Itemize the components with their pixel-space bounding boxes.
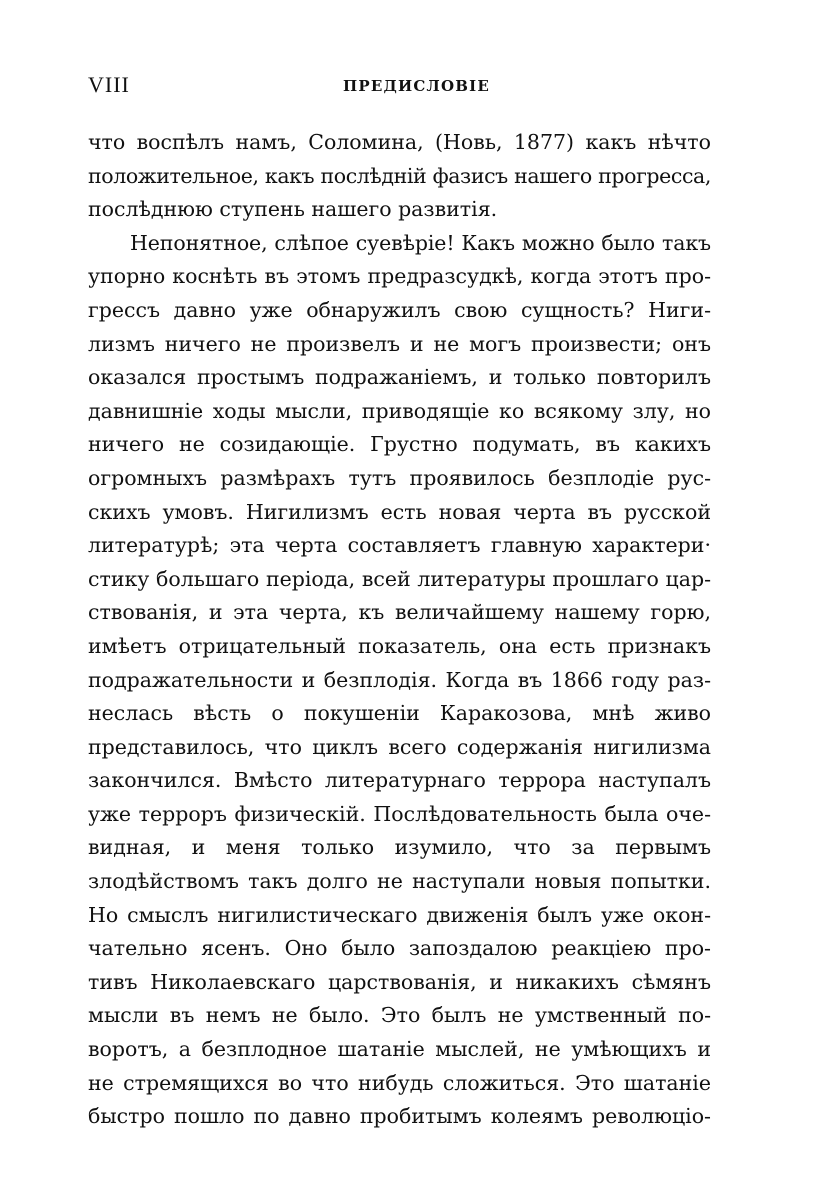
text-line: ничего не созидающіе. Грустно подумать, въ какихъ xyxy=(88,432,711,457)
text-line: грессъ давно уже обнаружилъ свою сущность? Ниги- xyxy=(88,297,711,322)
text-line: не стремящихся во что нибудь сложиться. Это шатаніе xyxy=(88,1070,711,1095)
text-line: послѣднюю ступень нашего развитія. xyxy=(88,197,498,222)
text-line: ствованія, и эта черта, къ величайшему нашему горю, xyxy=(88,600,711,625)
text-line: закончился. Вмѣсто литературнаго террора наступалъ xyxy=(88,768,711,793)
text-line: уже терроръ физическій. Послѣдовательность была оче- xyxy=(88,801,711,826)
text-line: чательно ясенъ. Оно было запоздалою реакціею про- xyxy=(88,936,711,961)
text-line: тивъ Николаевскаго царствованія, и никакихъ сѣмянъ xyxy=(88,969,711,994)
running-head: ПРЕДИСЛОВІЕ xyxy=(343,77,490,95)
text-line: Непонятное, слѣпое суевѣріе! Какъ можно было такъ xyxy=(130,230,711,255)
text-line: положительное, какъ послѣдній фазисъ нашего прогресса, xyxy=(88,163,711,188)
text-line: что воспѣлъ намъ, Соломина, (Новь, 1877) какъ нѣчто xyxy=(88,130,711,154)
text-line: подражательности и безплодія. Когда въ 1866 году раз- xyxy=(88,667,711,692)
text-line: литературѣ; эта черта составляетъ главную характери· xyxy=(88,533,711,558)
text-line: неслась вѣсть о покушеніи Каракозова, мнѣ живо xyxy=(88,701,711,726)
page-header xyxy=(88,72,718,102)
text-line: видная, и меня только изумило, что за первымъ xyxy=(88,835,711,860)
text-line: воротъ, а безплодное шатаніе мыслей, не умѣющихъ и xyxy=(88,1037,711,1062)
text-line: представилось, что циклъ всего содержанія нигилизма xyxy=(88,734,711,759)
text-line: Но смыслъ нигилистическаго движенія былъ уже окон- xyxy=(88,902,711,927)
text-line: имѣетъ отрицательный показатель, она есть признакъ xyxy=(88,633,711,658)
text-line: огромныхъ размѣрахъ тутъ проявилось безплодіе рус- xyxy=(88,465,711,490)
text-line: упорно коснѣть въ этомъ предразсудкѣ, когда этотъ про- xyxy=(88,264,711,289)
text-line: давнишніе ходы мысли, приводящіе ко всякому злу, но xyxy=(88,398,711,423)
text-line: мысли въ немъ не было. Это былъ не умственный по- xyxy=(88,1003,711,1028)
body-text xyxy=(88,126,711,1134)
text-line: злодѣйствомъ такъ долго не наступали новыя попытки. xyxy=(88,869,711,894)
text-line: стику большаго періода, всей литературы прошлаго цар- xyxy=(88,566,711,591)
text-line: лизмъ ничего не произвелъ и не могъ произвести; онъ xyxy=(88,331,711,356)
text-line: скихъ умовъ. Нигилизмъ есть новая черта въ русской xyxy=(88,499,711,524)
text-line: быстро пошло по давно пробитымъ колеямъ революціо- xyxy=(88,1104,711,1129)
page-number: VIII xyxy=(88,72,130,97)
text-line: оказался простымъ подражаніемъ, и только повторилъ xyxy=(88,365,711,390)
